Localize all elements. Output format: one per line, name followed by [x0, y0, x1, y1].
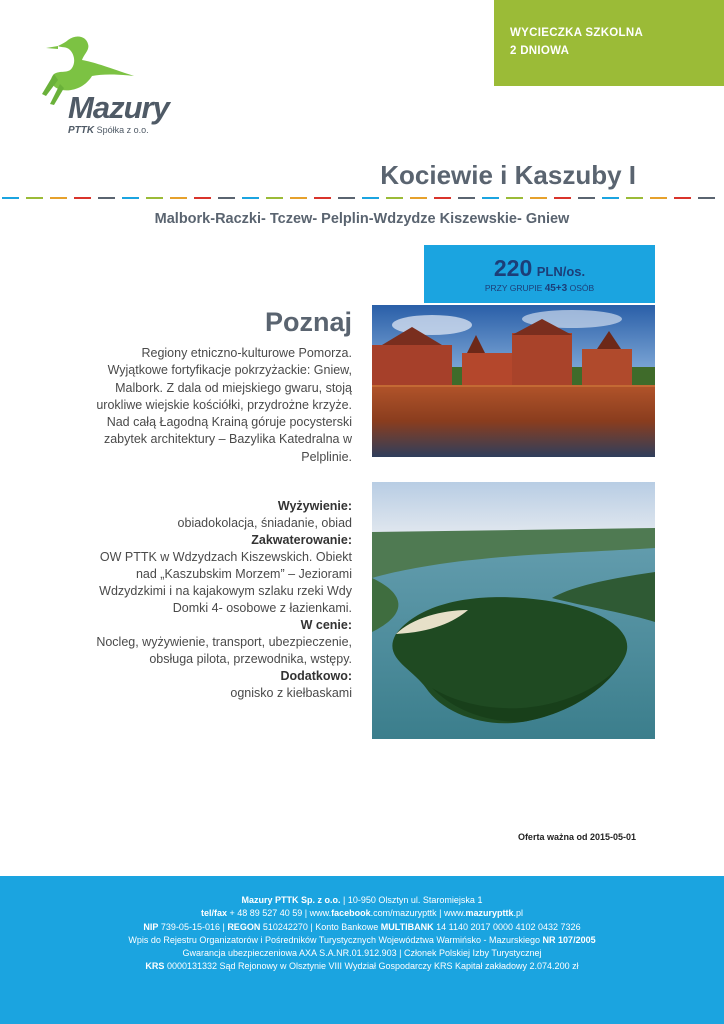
divider-dash	[242, 197, 259, 199]
divider-dash	[602, 197, 619, 199]
divider-dash	[98, 197, 115, 199]
kaszuby-lake-photo	[372, 482, 655, 739]
divider-dash	[626, 197, 643, 199]
desc-line: Wyjątkowe fortyfikacje pokrzyżackie: Gniew,	[107, 363, 352, 378]
divider-dash	[410, 197, 427, 199]
trip-type-banner	[494, 0, 724, 86]
footer-register-line	[0, 934, 724, 947]
extras-value: ognisko z kiełbaskami	[230, 686, 352, 700]
trip-type-line1: WYCIECZKA SZKOLNA	[510, 27, 644, 39]
price-box	[424, 245, 655, 303]
divider-dash	[674, 197, 691, 199]
divider-dash	[530, 197, 547, 199]
divider-dash	[50, 197, 67, 199]
divider-dash	[362, 197, 379, 199]
footer-website-link[interactable]: mazurypttk	[465, 908, 514, 919]
footer-krs: 0000131332 Sąd Rejonowy w Olsztynie VIII Wydział Gospodarczy KRS Kapitał zakładowy 2.074.200 zł	[164, 961, 579, 972]
meals-label: Wyżywienie:	[277, 499, 352, 513]
divider-dash	[578, 197, 595, 199]
group-prefix: PRZY GRUPIE	[484, 283, 543, 293]
divider-dash	[554, 197, 571, 199]
desc-line: urokliwe wiejskie kościółki, przydrożne krzyże.	[96, 397, 352, 412]
divider-dash	[650, 197, 667, 199]
footer-contact-line	[0, 907, 724, 920]
divider-dash	[74, 197, 91, 199]
logo-subtitle	[68, 125, 149, 136]
footer-address: | 10-950 Olsztyn ul. Staromiejska 1	[340, 895, 483, 905]
footer-facebook-link[interactable]: facebook	[331, 908, 371, 919]
poznaj-description	[80, 345, 352, 466]
logo-spolka: Spółka z o.o.	[96, 125, 149, 135]
footer-company-line	[0, 894, 724, 907]
footer-company: Mazury PTTK Sp. z o.o.	[241, 895, 341, 905]
footer-tel: + 48 89 527 40 59 | www.	[226, 908, 332, 919]
colored-dash-divider	[0, 197, 724, 200]
footer-register: Wpis do Rejestru Organizatorów i Pośredników Turystycznych Województwa Warmińsko - Mazurskiego	[128, 934, 543, 945]
desc-line: Pelplinie.	[301, 449, 352, 464]
lodging-line: OW PTTK w Wdzydzach Kiszewskich. Obiekt	[99, 550, 352, 564]
group-suffix: OSÓB	[569, 283, 595, 293]
price-includes-line: Nocleg, wyżywienie, transport, ubezpieczenie,	[96, 635, 352, 649]
desc-line: Nad całą Łagodną Krainą góruje pocysterski	[106, 415, 352, 430]
meals-value: obiadokolacja, śniadanie, obiad	[177, 516, 352, 530]
extras-label: Dodatkowo:	[280, 669, 352, 683]
lodging-label: Zakwaterowanie:	[251, 533, 352, 547]
divider-dash	[146, 197, 163, 199]
price-value	[424, 255, 655, 282]
footer-register-nr: NR 107/2005	[542, 934, 596, 945]
footer-bank-label: MULTIBANK	[380, 921, 434, 932]
divider-dash	[2, 197, 19, 199]
divider-dash	[266, 197, 283, 199]
footer-nip-label: NIP	[143, 921, 159, 932]
price-currency: PLN/os.	[536, 264, 586, 279]
divider-dash	[122, 197, 139, 199]
footer-ids-line	[0, 921, 724, 934]
offer-validity: Oferta ważna od 2015-05-01	[517, 832, 636, 842]
lodging-line: nad „Kaszubskim Morzem” – Jeziorami	[135, 567, 352, 581]
trip-type-line2: 2 DNIOWA	[510, 45, 570, 57]
divider-dash	[26, 197, 43, 199]
divider-dash	[482, 197, 499, 199]
malbork-castle-photo	[372, 305, 655, 457]
footer-nip: 739-05-15-016 |	[158, 921, 228, 932]
footer-krs-label: KRS	[145, 961, 165, 972]
footer-guarantee: Gwarancja ubezpieczeniowa AXA S.A.NR.01.912.903 | Członek Polskiej Izby Turystycznej	[182, 948, 542, 959]
poznaj-heading: Poznaj	[264, 307, 352, 337]
group-size: 45+3	[544, 283, 568, 294]
divider-dash	[218, 197, 235, 199]
logo-pttk: PTTK	[68, 125, 95, 136]
price-includes-label: W cenie:	[300, 618, 352, 632]
desc-line: Malbork. Z dala od miejskiego gwaru, stoją	[115, 380, 352, 395]
footer-bank: 14 1140 2017 0000 4102 0432 7326	[433, 921, 581, 932]
price-amount: 220	[493, 255, 533, 281]
footer	[0, 876, 724, 1024]
divider-dash	[290, 197, 307, 199]
trip-details	[80, 498, 352, 702]
footer-krs-line	[0, 960, 724, 973]
divider-dash	[170, 197, 187, 199]
divider-dash	[698, 197, 715, 199]
footer-tel-label: tel/fax	[200, 908, 227, 919]
divider-dash	[506, 197, 523, 199]
lodging-line: Domki 4- osobowe z łazienkami.	[172, 601, 352, 615]
divider-dash	[314, 197, 331, 199]
mazury-pttk-logo	[36, 34, 196, 144]
divider-dash	[338, 197, 355, 199]
route-subtitle: Malbork-Raczki- Tczew- Pelplin-Wdzydze Kiszewskie- Gniew	[154, 211, 570, 227]
footer-website-rest[interactable]: .pl	[513, 908, 524, 919]
divider-dash	[458, 197, 475, 199]
divider-dash	[386, 197, 403, 199]
divider-dash	[194, 197, 211, 199]
price-includes-line: obsługa pilota, przewodnika, wstępy.	[149, 652, 352, 666]
group-size-note	[424, 283, 655, 294]
lodging-line: Wdzydzkimi i na kajakowym szlaku rzeki Wdy	[99, 584, 352, 598]
desc-line: zabytek architektury – Bazylika Katedralna w	[103, 432, 352, 447]
footer-facebook-rest[interactable]: .com/mazurypttk | www.	[370, 908, 466, 919]
divider-dash	[434, 197, 451, 199]
page-title: Kociewie i Kaszuby I	[380, 160, 636, 190]
footer-regon-label: REGON	[227, 921, 261, 932]
logo-brand: Mazury	[68, 90, 169, 125]
desc-line: Regiony etniczno-kulturowe Pomorza.	[141, 346, 352, 360]
footer-regon: 510242270 | Konto Bankowe	[260, 921, 381, 932]
